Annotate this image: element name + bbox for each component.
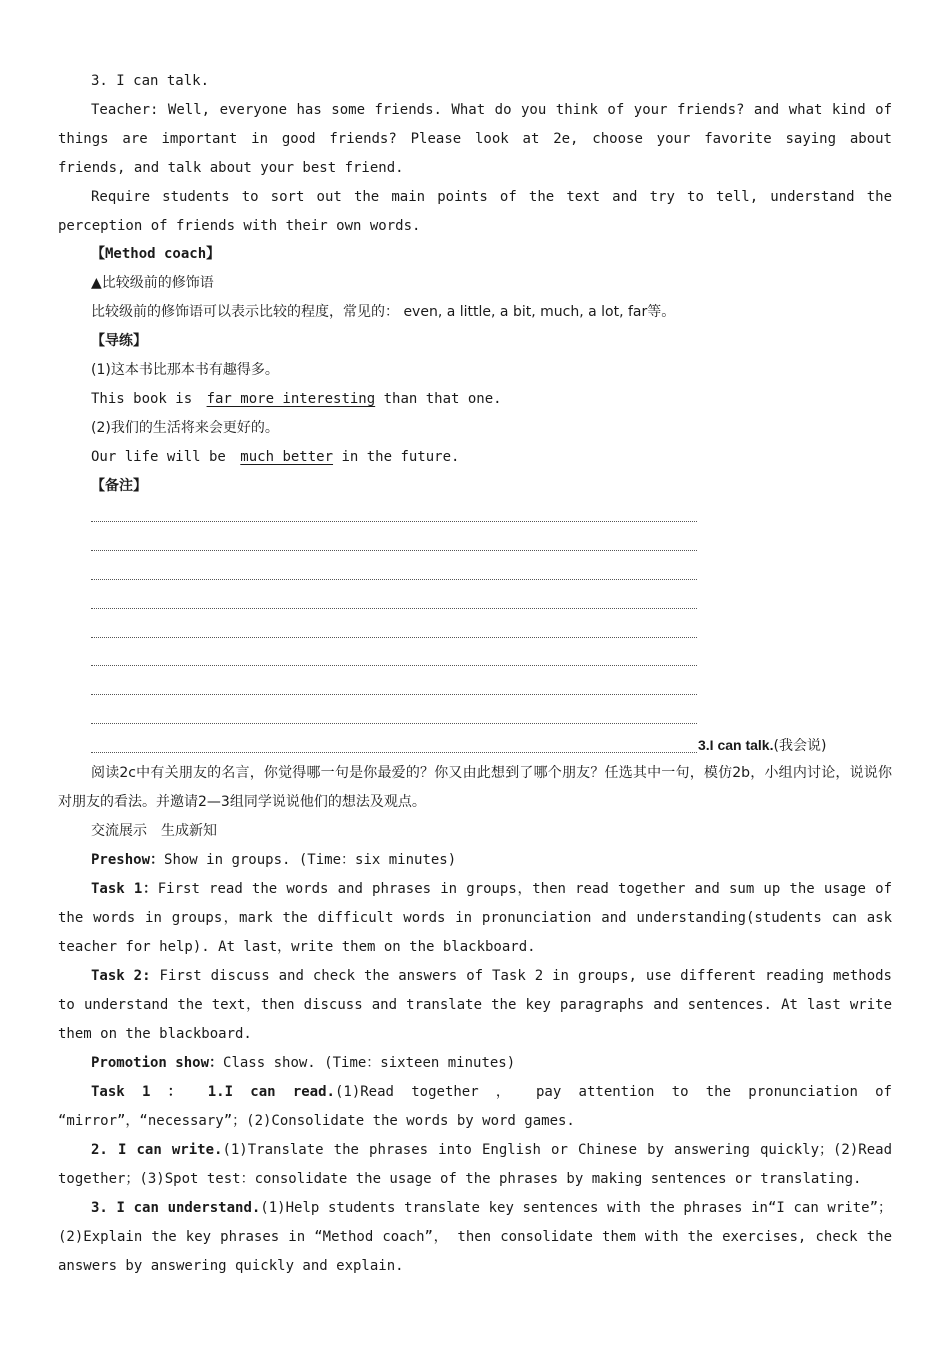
method-description: 比较级前的修饰语可以表示比较的程度，常见的： even, a little, a bit, much, a lot, far等。 [91,304,676,320]
promo-task1-paragraph [58,1078,901,1136]
notes-line [91,579,697,580]
exercise-2-sentence [58,443,892,472]
task1-label: Task 1： [91,881,158,897]
promo-task1-label: Task 1 ： 1.I can read. [91,1084,335,1100]
notes-line [91,608,697,609]
method-bullet: ▲比较级前的修饰语 [91,275,214,291]
promotion-text: Class show. (Time：sixteen minutes) [223,1055,516,1071]
preshow-paragraph [58,846,892,875]
exercise-1-suffix: than that one. [375,391,502,407]
exercise-2-chinese: (2)我们的生活将来会更好的。 [91,420,279,436]
guide-practice-label: 【导练】 [91,333,147,349]
require-paragraph: Require students to sort out the main points of the text and try to tell, understand the perception of friends with their own words. [58,189,901,234]
task2-paragraph [58,962,901,1049]
preshow-text: Show in groups. (Time：six minutes) [164,852,457,868]
notes-line [91,521,697,522]
promo-understand-paragraph [58,1194,901,1281]
method-coach-label: 【Method coach】 [91,246,221,262]
exchange-heading: 交流展示 生成新知 [91,823,217,839]
i-can-talk-chinese: (我会说) [773,738,827,754]
notes-line [91,694,697,695]
promo-task1-text: (1)Read together ， pay attention to the pronunciation of “mirror”，“necessary”；(2)Consolidate the words by word games. [58,1084,901,1129]
promo-write-text: (1)Translate the phrases into English or Chinese by answering quickly；(2)Read together；(3)Spot test：consolidate the usage of the phrases by making sentences or translating. [58,1142,901,1187]
i-can-talk-label: 3.I can talk. [698,737,774,753]
exercise-2-suffix: in the future. [333,449,460,465]
promo-write-paragraph [58,1136,901,1194]
read-2c-paragraph: 阅读2c中有关朋友的名言，你觉得哪一句是你最爱的？你又由此想到了哪个朋友？任选其中一句，模仿2b，小组内讨论，说说你对朋友的看法。并邀请2—3组同学说说他们的想法及观点。 [58,765,892,810]
task2-label: Task 2: [91,968,151,984]
notes-line [91,665,697,666]
preshow-label: Preshow： [91,852,165,868]
promo-understand-text: (1)Help students translate key sentences with the phrases in“I can write”；(2)Explain the key phrases in “Method coach”， then consolidate them with the exercises, check the answers by answering quickly and explain. [58,1200,901,1274]
promo-write-label: 2. I can write. [91,1142,223,1158]
promo-understand-label: 3. I can understand. [91,1200,261,1216]
section-heading-i-can-talk: 3. I can talk. [91,73,210,89]
exercise-1-sentence [58,385,892,414]
exercise-1-chinese: (1)这本书比那本书有趣得多。 [91,362,279,378]
exercise-1-answer: far more interesting [206,391,376,407]
notes-line [91,637,697,638]
task2-text: First discuss and check the answers of Task 2 in groups, use different reading methods to understand the text，then discuss and translate the key paragraphs and sentences. At last write them on the blackboard. [58,968,901,1042]
notes-line [91,723,697,724]
promotion-label: Promotion show： [91,1055,224,1071]
teacher-paragraph: Teacher: Well, everyone has some friends. What do you think of your friends? and what kind of things are important in good friends? Please look at 2e, choose your favorite saying about friends, and talk about your best friend. [58,102,901,176]
task1-paragraph [58,875,901,962]
notes-line [91,752,697,753]
task1-text: First read the words and phrases in groups，then read together and sum up the usage of the words in groups，mark the difficult words in pronunciation and understanding(students can ask teacher for help). At last，write them on the blackboard. [58,881,901,955]
exercise-1-prefix: This book is [91,391,201,407]
notes-label: 【备注】 [91,478,147,494]
promotion-paragraph [58,1049,892,1078]
exercise-2-prefix: Our life will be [91,449,235,465]
notes-line [91,550,697,551]
i-can-talk-heading [698,731,826,761]
exercise-2-answer: much better [240,449,334,465]
